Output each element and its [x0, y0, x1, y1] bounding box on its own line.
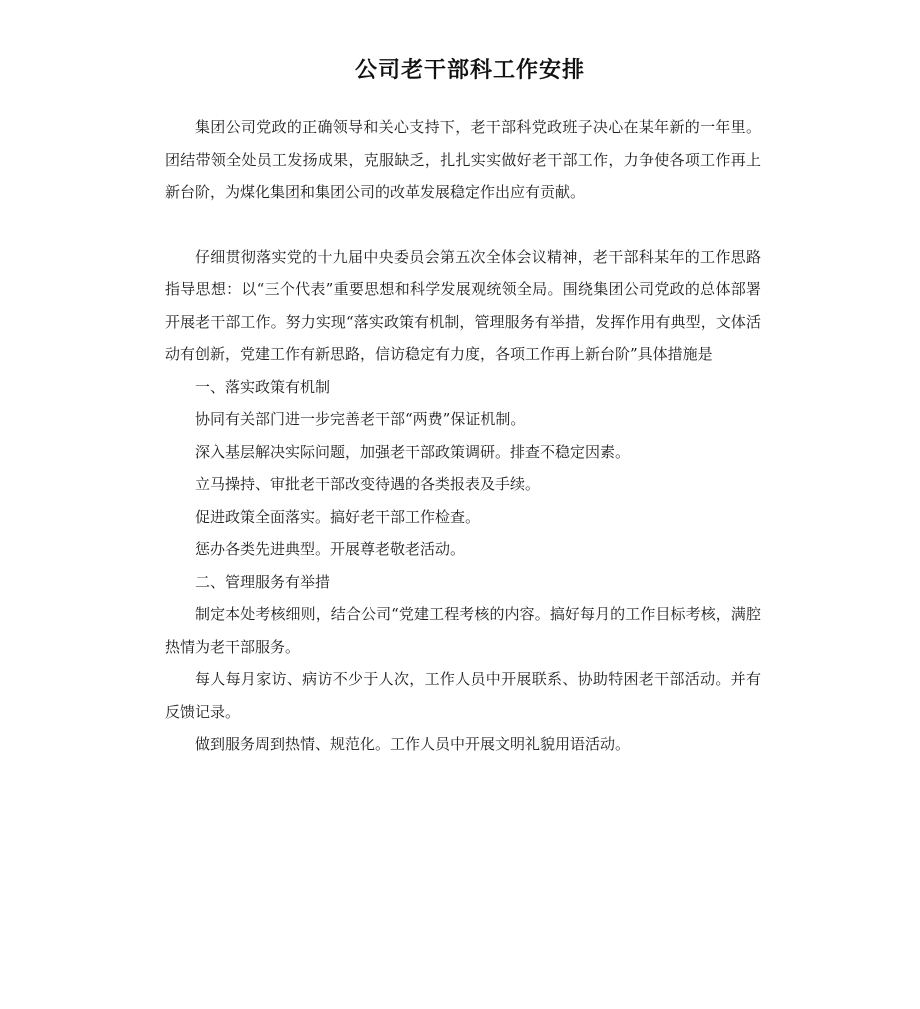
list-item: 协同有关部门进一步完善老干部“两费”保证机制。: [195, 410, 526, 428]
list-item: 制定本处考核细则，结合公司“党建工程考核的内容。搞好每月的工作目标考核，满腔热情为老干部服务。: [165, 605, 761, 656]
document-title: 公司老干部科工作安排: [354, 58, 585, 83]
list-item: 惩办各类先进典型。开展尊老敬老活动。: [195, 540, 466, 558]
list-item: 做到服务周到热情、规范化。工作人员中开展文明礼貌用语活动。: [195, 735, 631, 753]
list-item: 每人每月家访、病访不少于人次，工作人员中开展联系、协助特困老干部活动。并有反馈记录。: [165, 670, 761, 721]
list-item: 立马操持、审批老干部改变待遇的各类报表及手续。: [195, 475, 541, 493]
paragraph-intro: 集团公司党政的正确领导和关心支持下，老干部科党政班子决心在某年新的一年里。团结带领全处员工发扬成果，克服缺乏，扎扎实实做好老干部工作，力争使各项工作再上新台阶，为煤化集团和集团公司的改革发展稳定作出应有贡献。: [165, 118, 761, 201]
document-body: [165, 111, 761, 761]
section-heading-2: 二、管理服务有举措: [195, 572, 331, 591]
section-heading-1: 一、落实政策有机制: [195, 377, 331, 396]
paragraph-guiding-thought: 仔细贯彻落实党的十九届中央委员会第五次全体会议精神，老干部科某年的工作思路指导思想：以“三个代表”重要思想和科学发展观统领全局。围绕集团公司党政的总体部署开展老干部工作。努力实现“落实政策有机制，管理服务有举措，发挥作用有典型，文体活动有创新，党建工作有新思路，信访稳定有力度，各项工作再上新台阶”具体措施是: [165, 247, 761, 363]
list-item: 促进政策全面落实。搞好老干部工作检查。: [195, 507, 481, 526]
paragraph-gap: [165, 209, 761, 241]
list-item: 深入基层解决实际问题，加强老干部政策调研。排查不稳定因素。: [195, 442, 631, 461]
